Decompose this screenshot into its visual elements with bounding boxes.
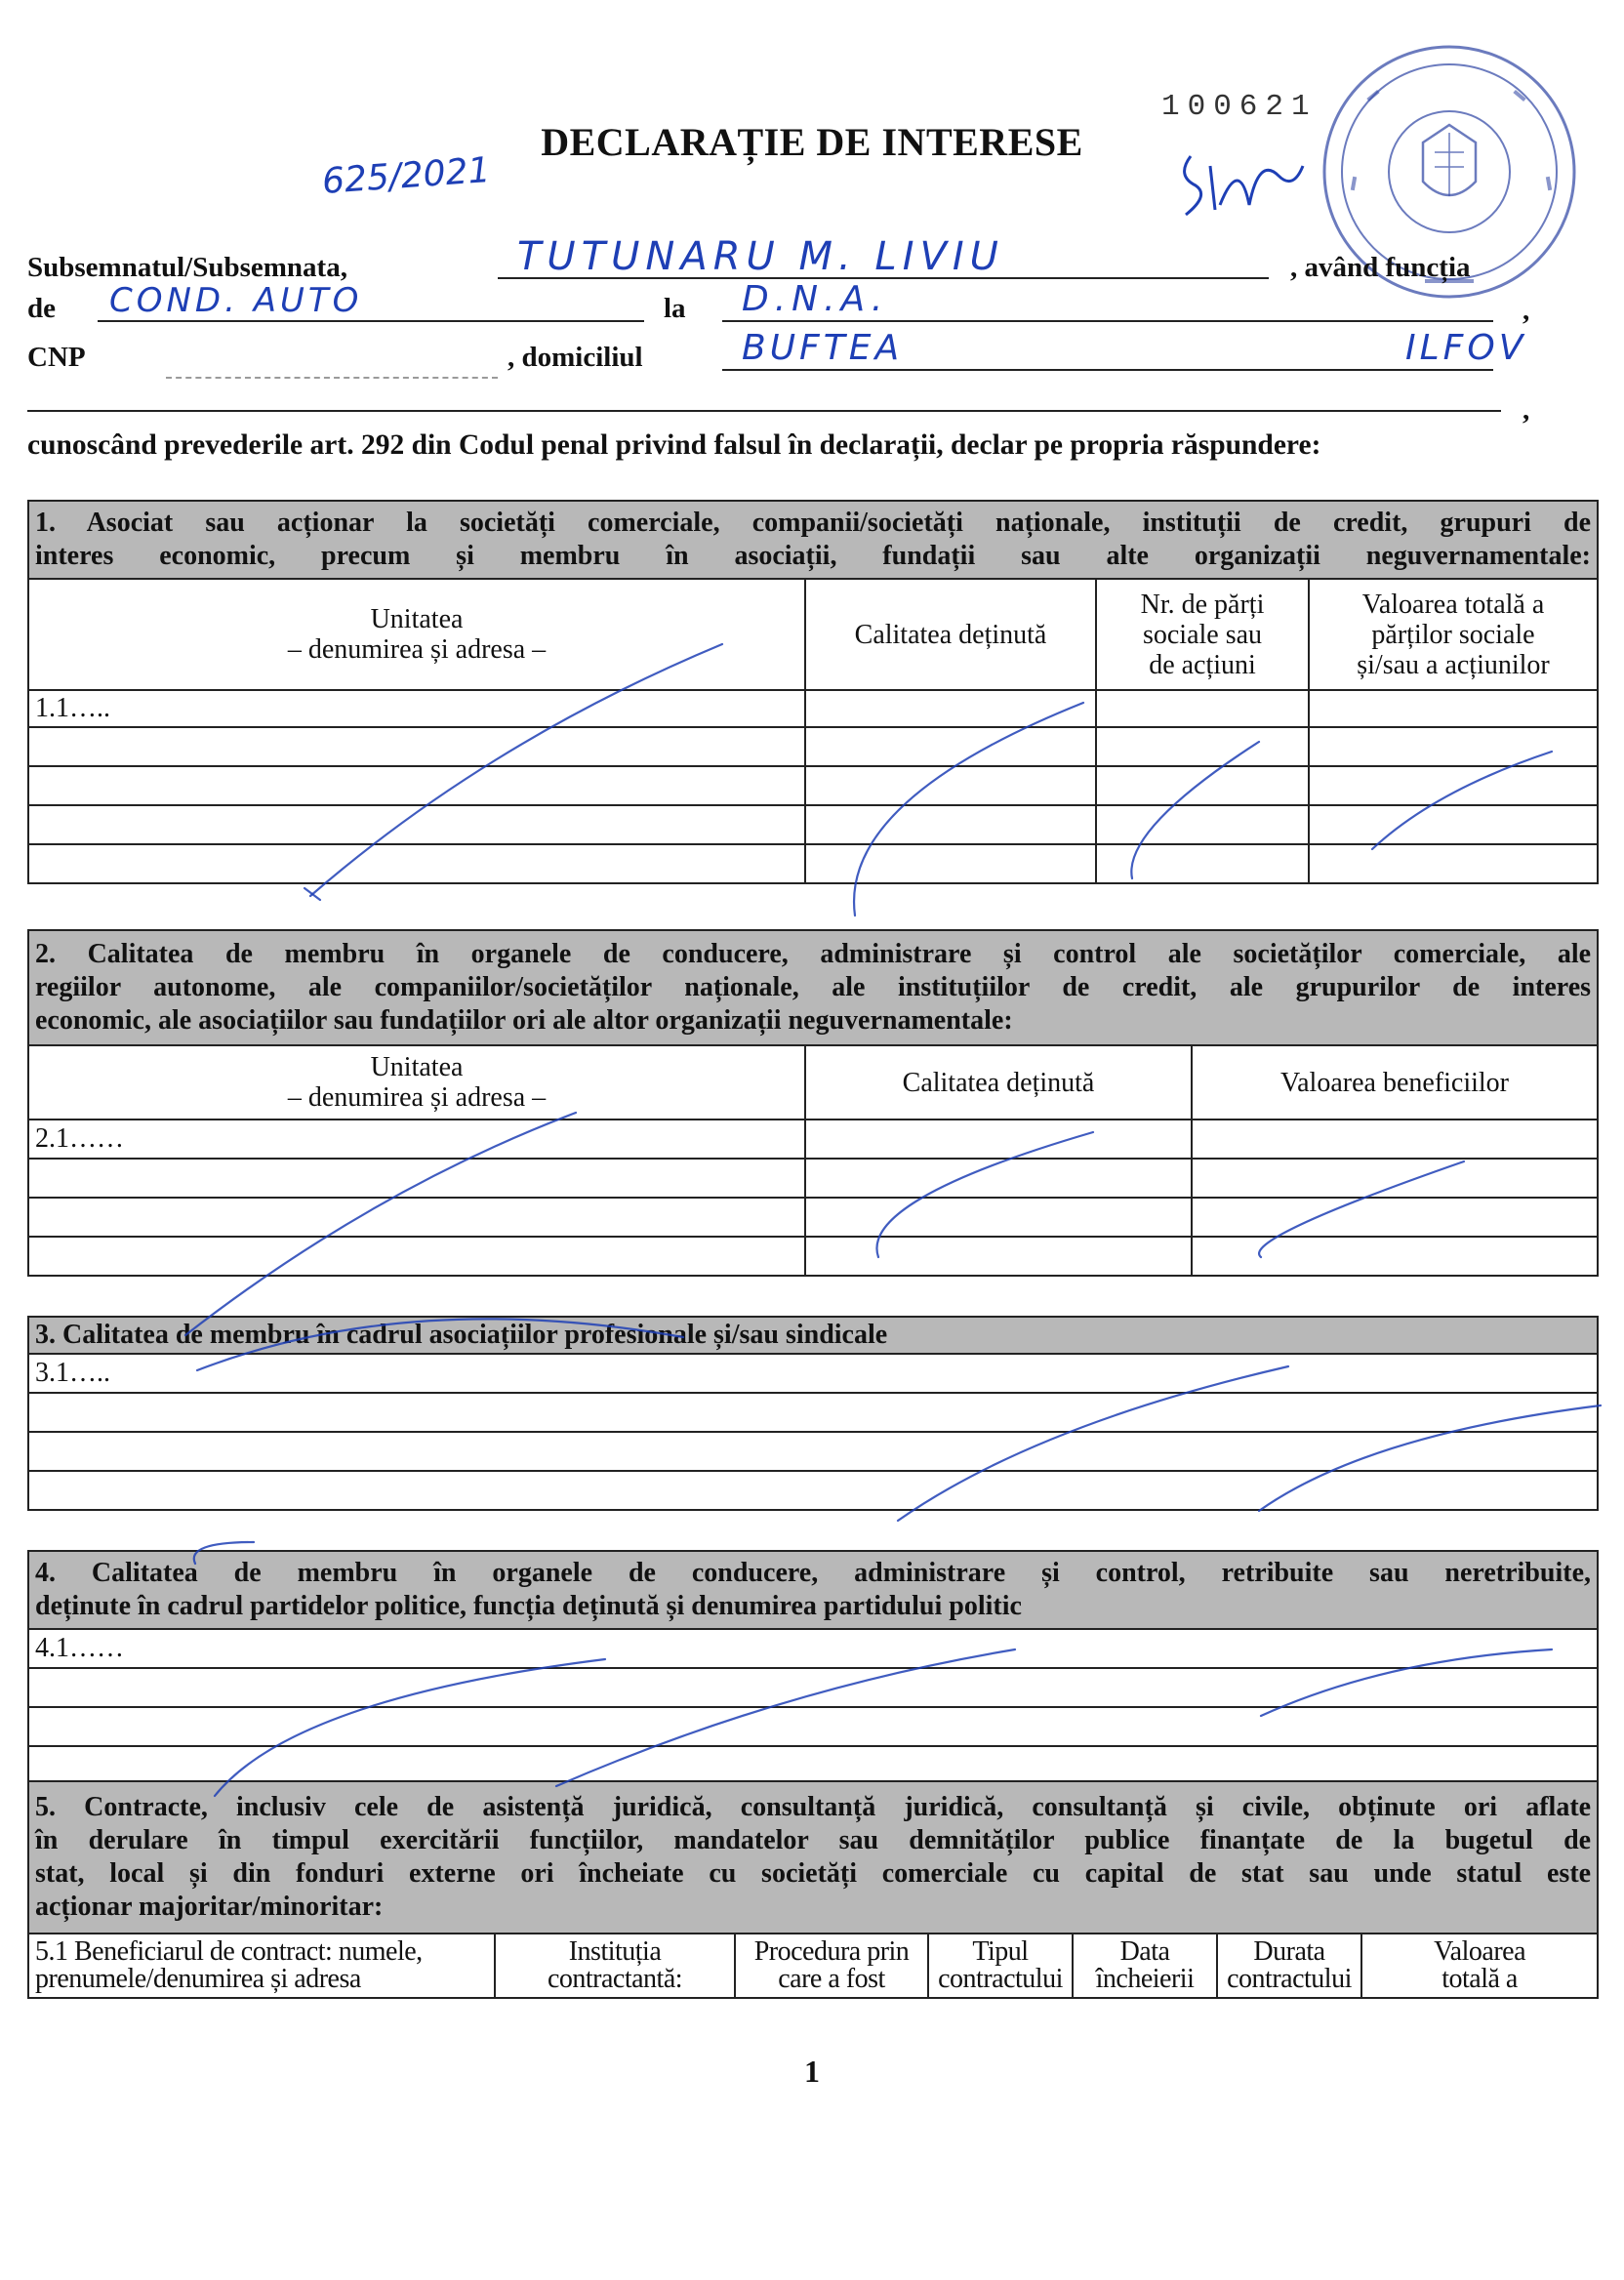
section-2-table bbox=[27, 929, 1599, 1277]
table-cell bbox=[805, 844, 1096, 883]
col-procedura-line: Procedura prin bbox=[753, 1936, 910, 1967]
table-cell bbox=[805, 1159, 1192, 1198]
col-valoare-line: părților sociale bbox=[1371, 619, 1535, 650]
table-cell bbox=[28, 1237, 805, 1276]
table-cell bbox=[1096, 690, 1309, 727]
institutie-value: D.N.A. bbox=[742, 279, 889, 319]
section-2-heading bbox=[28, 930, 1598, 1045]
col-beneficiar-line: prenumele/denumirea și adresa bbox=[35, 1964, 361, 1994]
col-parti-line: de acțiuni bbox=[1149, 649, 1256, 680]
table-cell bbox=[28, 1159, 805, 1198]
col-tipul bbox=[928, 1934, 1073, 1998]
table-cell bbox=[28, 1668, 1598, 1707]
table-cell bbox=[28, 1746, 1598, 1785]
table-cell bbox=[805, 690, 1096, 727]
section-5-heading-line: 5. Contracte, inclusiv cele de asistență juridică, consultanță juridică, consultanță și civile, obținute ori aflate bbox=[35, 1792, 1592, 1822]
col-data-line: Data bbox=[1119, 1936, 1170, 1967]
col-valoarea-totala bbox=[1309, 579, 1598, 690]
col-unitatea bbox=[28, 1045, 805, 1120]
section-4-heading-line: 4. Calitatea de membru în organele de conducere, administrare și control, retribuite sau neretribuite, bbox=[35, 1558, 1591, 1588]
section-1-heading-line: 1. Asociat sau acționar la societăți comerciale, companii/societăți naționale, instituții de credit, grupuri de bbox=[35, 508, 1591, 538]
table-cell bbox=[1309, 690, 1598, 727]
col-institutia-line: contractantă: bbox=[547, 1964, 683, 1994]
section-3-heading bbox=[28, 1317, 1598, 1354]
col-procedura-line: care a fost bbox=[778, 1964, 885, 1994]
table-cell bbox=[805, 727, 1096, 766]
section-5-heading-line: în derulare în timpul exercitării funcțiilor, mandatelor sau demnităților publice finanțate de la bugetul de bbox=[35, 1825, 1592, 1855]
row-label-2-1: 2.1…… bbox=[28, 1120, 805, 1159]
col-durata-line: contractului bbox=[1227, 1964, 1352, 1994]
section-2-heading-line: regiilor autonome, ale companiilor/societăților naționale, ale instituțiilor de credit, ale grupurilor de interes bbox=[35, 972, 1592, 1002]
col-tipul-line: Tipul bbox=[972, 1936, 1029, 1967]
table-cell bbox=[28, 844, 805, 883]
table-cell bbox=[1309, 844, 1598, 883]
col-calitatea: Calitatea deținută bbox=[805, 579, 1096, 690]
col-parti-sociale bbox=[1096, 579, 1309, 690]
line-comma-2: , bbox=[1522, 394, 1530, 426]
col-valoarea-line: Valoarea bbox=[1434, 1936, 1525, 1967]
document-title: DECLARAȚIE DE INTERESE bbox=[541, 120, 1083, 164]
col-unitatea bbox=[28, 579, 805, 690]
col-valoarea bbox=[1361, 1934, 1598, 1998]
page-number: 1 bbox=[804, 2054, 820, 2089]
col-institutia bbox=[495, 1934, 735, 1998]
table-cell bbox=[1309, 766, 1598, 805]
table-cell bbox=[1309, 727, 1598, 766]
col-beneficiar-line: 5.1 Beneficiarul de contract: numele, bbox=[35, 1936, 423, 1967]
col-parti-line: sociale sau bbox=[1142, 619, 1263, 650]
col-valoare-line: Valoarea totală a bbox=[1361, 589, 1545, 620]
table-cell bbox=[805, 805, 1096, 844]
table-cell bbox=[28, 1471, 1598, 1510]
col-procedura bbox=[735, 1934, 928, 1998]
table-cell bbox=[1096, 844, 1309, 883]
section-5-heading-line: acționar majoritar/minoritar: bbox=[35, 1892, 384, 1922]
table-cell bbox=[1096, 766, 1309, 805]
domiciliu-value: BUFTEA bbox=[742, 328, 904, 368]
table-cell bbox=[805, 766, 1096, 805]
section-1-table bbox=[27, 500, 1599, 884]
section-5-table bbox=[27, 1780, 1599, 1999]
row-label-4-1: 4.1…… bbox=[28, 1629, 1598, 1668]
table-cell bbox=[1096, 727, 1309, 766]
functie-value: COND. AUTO bbox=[109, 281, 363, 320]
table-cell bbox=[1192, 1120, 1598, 1159]
col-valoarea-line: totală a bbox=[1441, 1964, 1518, 1994]
section-4-heading-line: deținute în cadrul partidelor politice, funcția deținută și denumirea partidului politic bbox=[35, 1591, 1022, 1621]
section-3-table bbox=[27, 1316, 1599, 1511]
table-cell bbox=[28, 727, 805, 766]
address-continuation-line bbox=[27, 375, 1501, 412]
col-durata bbox=[1217, 1934, 1361, 1998]
table-cell bbox=[28, 805, 805, 844]
table-cell bbox=[28, 1707, 1598, 1746]
subsemnatul-label: Subsemnatul/Subsemnata, bbox=[27, 252, 347, 283]
section-2-heading-line: economic, ale asociațiilor sau fundațiilor ori ale altor organizații neguvernamentale: bbox=[35, 1005, 1013, 1036]
table-cell bbox=[1192, 1198, 1598, 1237]
col-unitatea-label: Unitatea bbox=[370, 1052, 464, 1082]
table-cell bbox=[28, 766, 805, 805]
section-5-heading-line: stat, local și din fonduri externe ori încheiate cu societăți comerciale cu capital de stat sau unde statul este bbox=[35, 1858, 1592, 1889]
col-beneficiar bbox=[28, 1934, 495, 1998]
avand-functia-label: , având funcția bbox=[1290, 252, 1471, 283]
table-cell bbox=[1309, 805, 1598, 844]
section-1-heading-line: interes economic, precum și membru în asociații, fundații sau alte organizații neguvernamentale: bbox=[35, 541, 1591, 571]
handwritten-number: 625/2021 bbox=[320, 150, 492, 202]
col-calitatea: Calitatea deținută bbox=[805, 1045, 1192, 1120]
la-label: la bbox=[664, 293, 686, 324]
col-institutia-line: Instituția bbox=[568, 1936, 662, 1967]
declaration-statement: cunoscând prevederile art. 292 din Codul penal privind falsul în declarații, declar pe propria răspundere: bbox=[27, 429, 1321, 461]
registration-number: 100621 bbox=[1161, 90, 1318, 124]
section-1-heading bbox=[28, 501, 1598, 579]
section-2-heading-line: 2. Calitatea de membru în organele de conducere, administrare și control ale societăților comerciale, ale bbox=[35, 939, 1592, 969]
line-comma-1: , bbox=[1522, 295, 1530, 326]
row-label-3-1: 3.1….. bbox=[28, 1354, 1598, 1393]
table-cell bbox=[805, 1198, 1192, 1237]
col-durata-line: Durata bbox=[1253, 1936, 1325, 1967]
name-value: TUTUNARU M. LIVIU bbox=[517, 234, 1004, 279]
table-cell bbox=[1096, 805, 1309, 844]
col-beneficii: Valoarea beneficiilor bbox=[1192, 1045, 1598, 1120]
table-cell bbox=[28, 1393, 1598, 1432]
table-cell bbox=[28, 1432, 1598, 1471]
section-4-table bbox=[27, 1550, 1599, 1786]
de-label: de bbox=[27, 293, 56, 324]
col-parti-line: Nr. de părți bbox=[1140, 589, 1265, 620]
judet-value: ILFOV bbox=[1405, 328, 1527, 368]
col-unitatea-label: Unitatea bbox=[370, 604, 464, 634]
table-cell bbox=[805, 1120, 1192, 1159]
table-cell bbox=[1192, 1237, 1598, 1276]
col-data bbox=[1073, 1934, 1217, 1998]
domiciliul-label: , domiciliul bbox=[508, 342, 643, 373]
handwritten-initials bbox=[1171, 137, 1308, 234]
section-5-heading bbox=[28, 1781, 1598, 1934]
col-tipul-line: contractului bbox=[938, 1964, 1063, 1994]
row-label-1-1: 1.1….. bbox=[28, 690, 805, 727]
section-3-heading-line: 3. Calitatea de membru în cadrul asociațiilor profesionale și/sau sindicale bbox=[35, 1320, 888, 1350]
table-cell bbox=[28, 1198, 805, 1237]
table-cell bbox=[1192, 1159, 1598, 1198]
col-unitatea-sub: – denumirea și adresa – bbox=[287, 1082, 547, 1113]
col-unitatea-sub: – denumirea și adresa – bbox=[287, 634, 547, 665]
cnp-label: CNP bbox=[27, 342, 86, 373]
col-valoare-line: și/sau a acțiunilor bbox=[1357, 649, 1550, 680]
col-data-line: încheierii bbox=[1095, 1964, 1195, 1994]
section-4-heading bbox=[28, 1551, 1598, 1629]
table-cell bbox=[805, 1237, 1192, 1276]
